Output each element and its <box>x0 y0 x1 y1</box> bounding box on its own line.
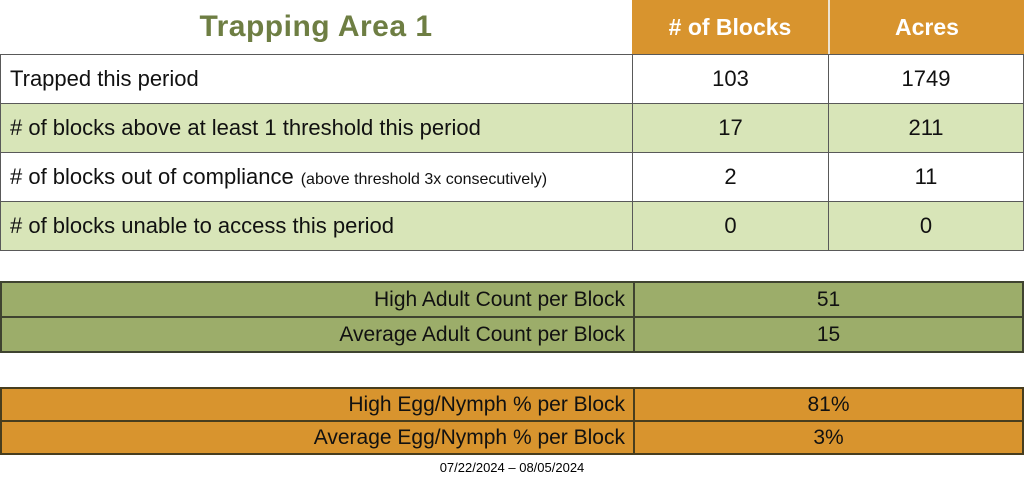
row-label <box>1 202 633 250</box>
summary-value: 81% <box>807 392 850 416</box>
summary-label: High Adult Count per Block <box>2 283 635 316</box>
summary-row <box>2 389 1022 420</box>
column-header-blocks: # of Blocks <box>632 0 828 54</box>
report-period: 07/22/2024 – 08/05/2024 <box>439 459 585 475</box>
acres-value: 1749 <box>901 66 951 91</box>
summary-value: 51 <box>816 287 841 311</box>
main-table <box>0 54 1024 251</box>
table-row <box>1 103 1023 152</box>
blocks-value: 17 <box>633 104 829 152</box>
acres-value: 11 <box>914 164 938 189</box>
spacer <box>0 251 1024 281</box>
summary-row <box>2 316 1022 351</box>
row-label-text: Trapped this period <box>10 66 199 91</box>
spacer <box>0 353 1024 387</box>
summary-value: 3% <box>813 425 844 449</box>
table-row <box>1 152 1023 201</box>
blocks-value: 2 <box>633 153 829 201</box>
blocks-value: 103 <box>633 55 829 103</box>
row-label-text: # of blocks unable to access this period <box>10 213 395 238</box>
summary-row <box>2 420 1022 453</box>
summary-label: Average Egg/Nymph % per Block <box>2 422 635 453</box>
row-label <box>1 104 633 152</box>
row-label-text: # of blocks out of compliance <box>10 164 294 189</box>
table-header-row <box>0 0 1024 54</box>
row-label <box>1 55 633 103</box>
summary-label: High Egg/Nymph % per Block <box>2 389 635 420</box>
acres-value: 211 <box>908 115 944 140</box>
row-label <box>1 153 633 201</box>
summary-value: 15 <box>816 322 841 346</box>
row-label-note: (above threshold 3x consecutively) <box>300 171 548 188</box>
column-header-acres: Acres <box>828 0 1024 54</box>
table-row <box>1 201 1023 250</box>
summary-row <box>2 283 1022 316</box>
acres-value: 0 <box>919 213 933 238</box>
adult-count-section <box>0 281 1024 353</box>
page-title: Trapping Area 1 <box>199 10 433 43</box>
row-label-text: # of blocks above at least 1 threshold this period <box>10 115 481 140</box>
blocks-value: 0 <box>633 202 829 250</box>
egg-nymph-section <box>0 387 1024 455</box>
table-row <box>1 55 1023 103</box>
summary-label: Average Adult Count per Block <box>2 318 635 351</box>
